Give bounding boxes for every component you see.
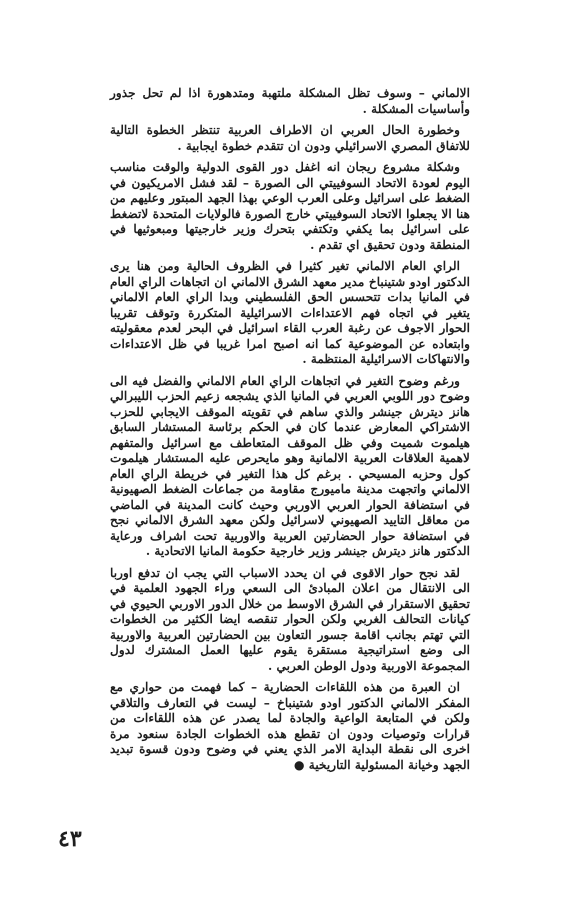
- paragraph-2: وخطورة الحال العربي ان الاطراف العربية تنتظر الخطوة التالية للاتفاق المصري الاسرائيلي ودون ان تتقدم خطوة ايجابية .: [110, 123, 470, 153]
- paragraph-5: ورغم وضوح التغير في اتجاهات الراي العام الالماني والفضل فيه الى وضوح دور اللوبي العربي في المانيا الذي يشجعه زعيم الحزب الليبرالي هانز ديترش جينشر والذي ساهم في تقويته الموقف الايجابي للحزب الاشتراكي المعارض عندما كان في الحكم برئاسة المستشار السابق هيلموت شميت وفي ظل الموقف المتعاطف مع اسرائيل والمتفهم لاهمية العلاقات العربية الالمانية وهو مايحرص عليه المستشار هيلموت كول وحزبه المسيحي . برغم كل هذا التغير في خريطة الراي العام الالماني واتجهت مدينة ماميورج مقاومة من جماعات الضغط الصهيونية في استضافة الحوار العربي الاوربي وحيث كانت المدينة في الماضي من معاقل التاييد الصهيوني لاسرائيل ولكن معهد الشرق الالماني نجح في استضافة حوار الحضارتين العربية والاوربية تحت اشراف ورعاية الدكتور هانز ديترش جينشر وزير خارجية حكومة المانيا الاتحادية .: [110, 373, 470, 558]
- article-text-column: [110, 86, 470, 773]
- paragraph-4: الراي العام الالماني تغير كثيرا في الظروف الحالية ومن هنا يرى الدكتور اودو شتينباخ مدير معهد الشرق الالماني ان اتجاهات الراي العام في المانيا بدات تتحسس الحق الفلسطيني وبدا الراي العام الالماني يتغير في اتجاه فهم الاعتداءات الاسرائيلية المتكررة وتوقف تقريبا الحوار الاجوف عن رغبة العرب القاء اسرائيل في البحر لعدم معقوليته وابتعاده عن الموضوعية كما انه اصبح امرا غريبا في ظل الاعتداءات والانتهاكات الاسرائيلية المنتظمة .: [110, 259, 470, 366]
- page-number: ٤٣: [58, 826, 82, 852]
- paragraph-3: وشكلة مشروع ريجان انه اغفل دور القوى الدولية والوقت مناسب اليوم لعودة الاتحاد السوفييتي الى الصورة – لقد فشل الامريكيون في الضغط على اسرائيل وعلى العرب الوعي بهذا الجهد المبتور وعليهم من هنا الا يجعلوا الاتحاد السوفييتي خارج الصورة فالولايات المتحدة لاتضغط على اسرائيل بما يكفي وتكتفي بتحرك وزير خارجيتها ومبعوثيها في المنطقة ودون تحقيق اي تقدم .: [110, 160, 470, 252]
- paragraph-1: الالماني – وسوف تظل المشكلة ملتهبة ومتدهورة اذا لم تحل جذور وأساسيات المشكلة .: [110, 86, 470, 116]
- paragraph-7: ان العبرة من هذه اللقاءات الحضارية – كما فهمت من حواري مع المفكر الالماني الدكتور اودو شتينباخ – ليست في التعارف والتلاقي ولكن في المتابعة الواعية والجادة لما يصدر عن هذه اللقاءات من قرارات وتوصيات ودون ان تقطع هذه الخطوات الجادة سنعود مرة اخرى الى نقطة البداية الامر الذي يعني في وضوح ودون قسوة تبديد الجهد وخيانة المسئولية التاريخية ●: [110, 680, 470, 772]
- paragraph-6: لقد نجح حوار الاقوى في ان يحدد الاسباب التي يجب ان تدفع اوربا الى الانتقال من اعلان المبادئ الى السعي وراء الجهود العلمية في تحقيق الاستقرار في الشرق الاوسط من خلال الدور الاوربي الحيوي في كيانات التحالف الغربي ولكن الحوار تنقصه ايضا الكثير من الخطوات التي تهتم بجانب اقامة جسور التعاون بين الحضارتين العربية والاوربية الى وضع استراتيجية مستقرة يقوم عليها العمل المشترك لدول المجموعة الاوربية ودول الوطن العربي .: [110, 565, 470, 673]
